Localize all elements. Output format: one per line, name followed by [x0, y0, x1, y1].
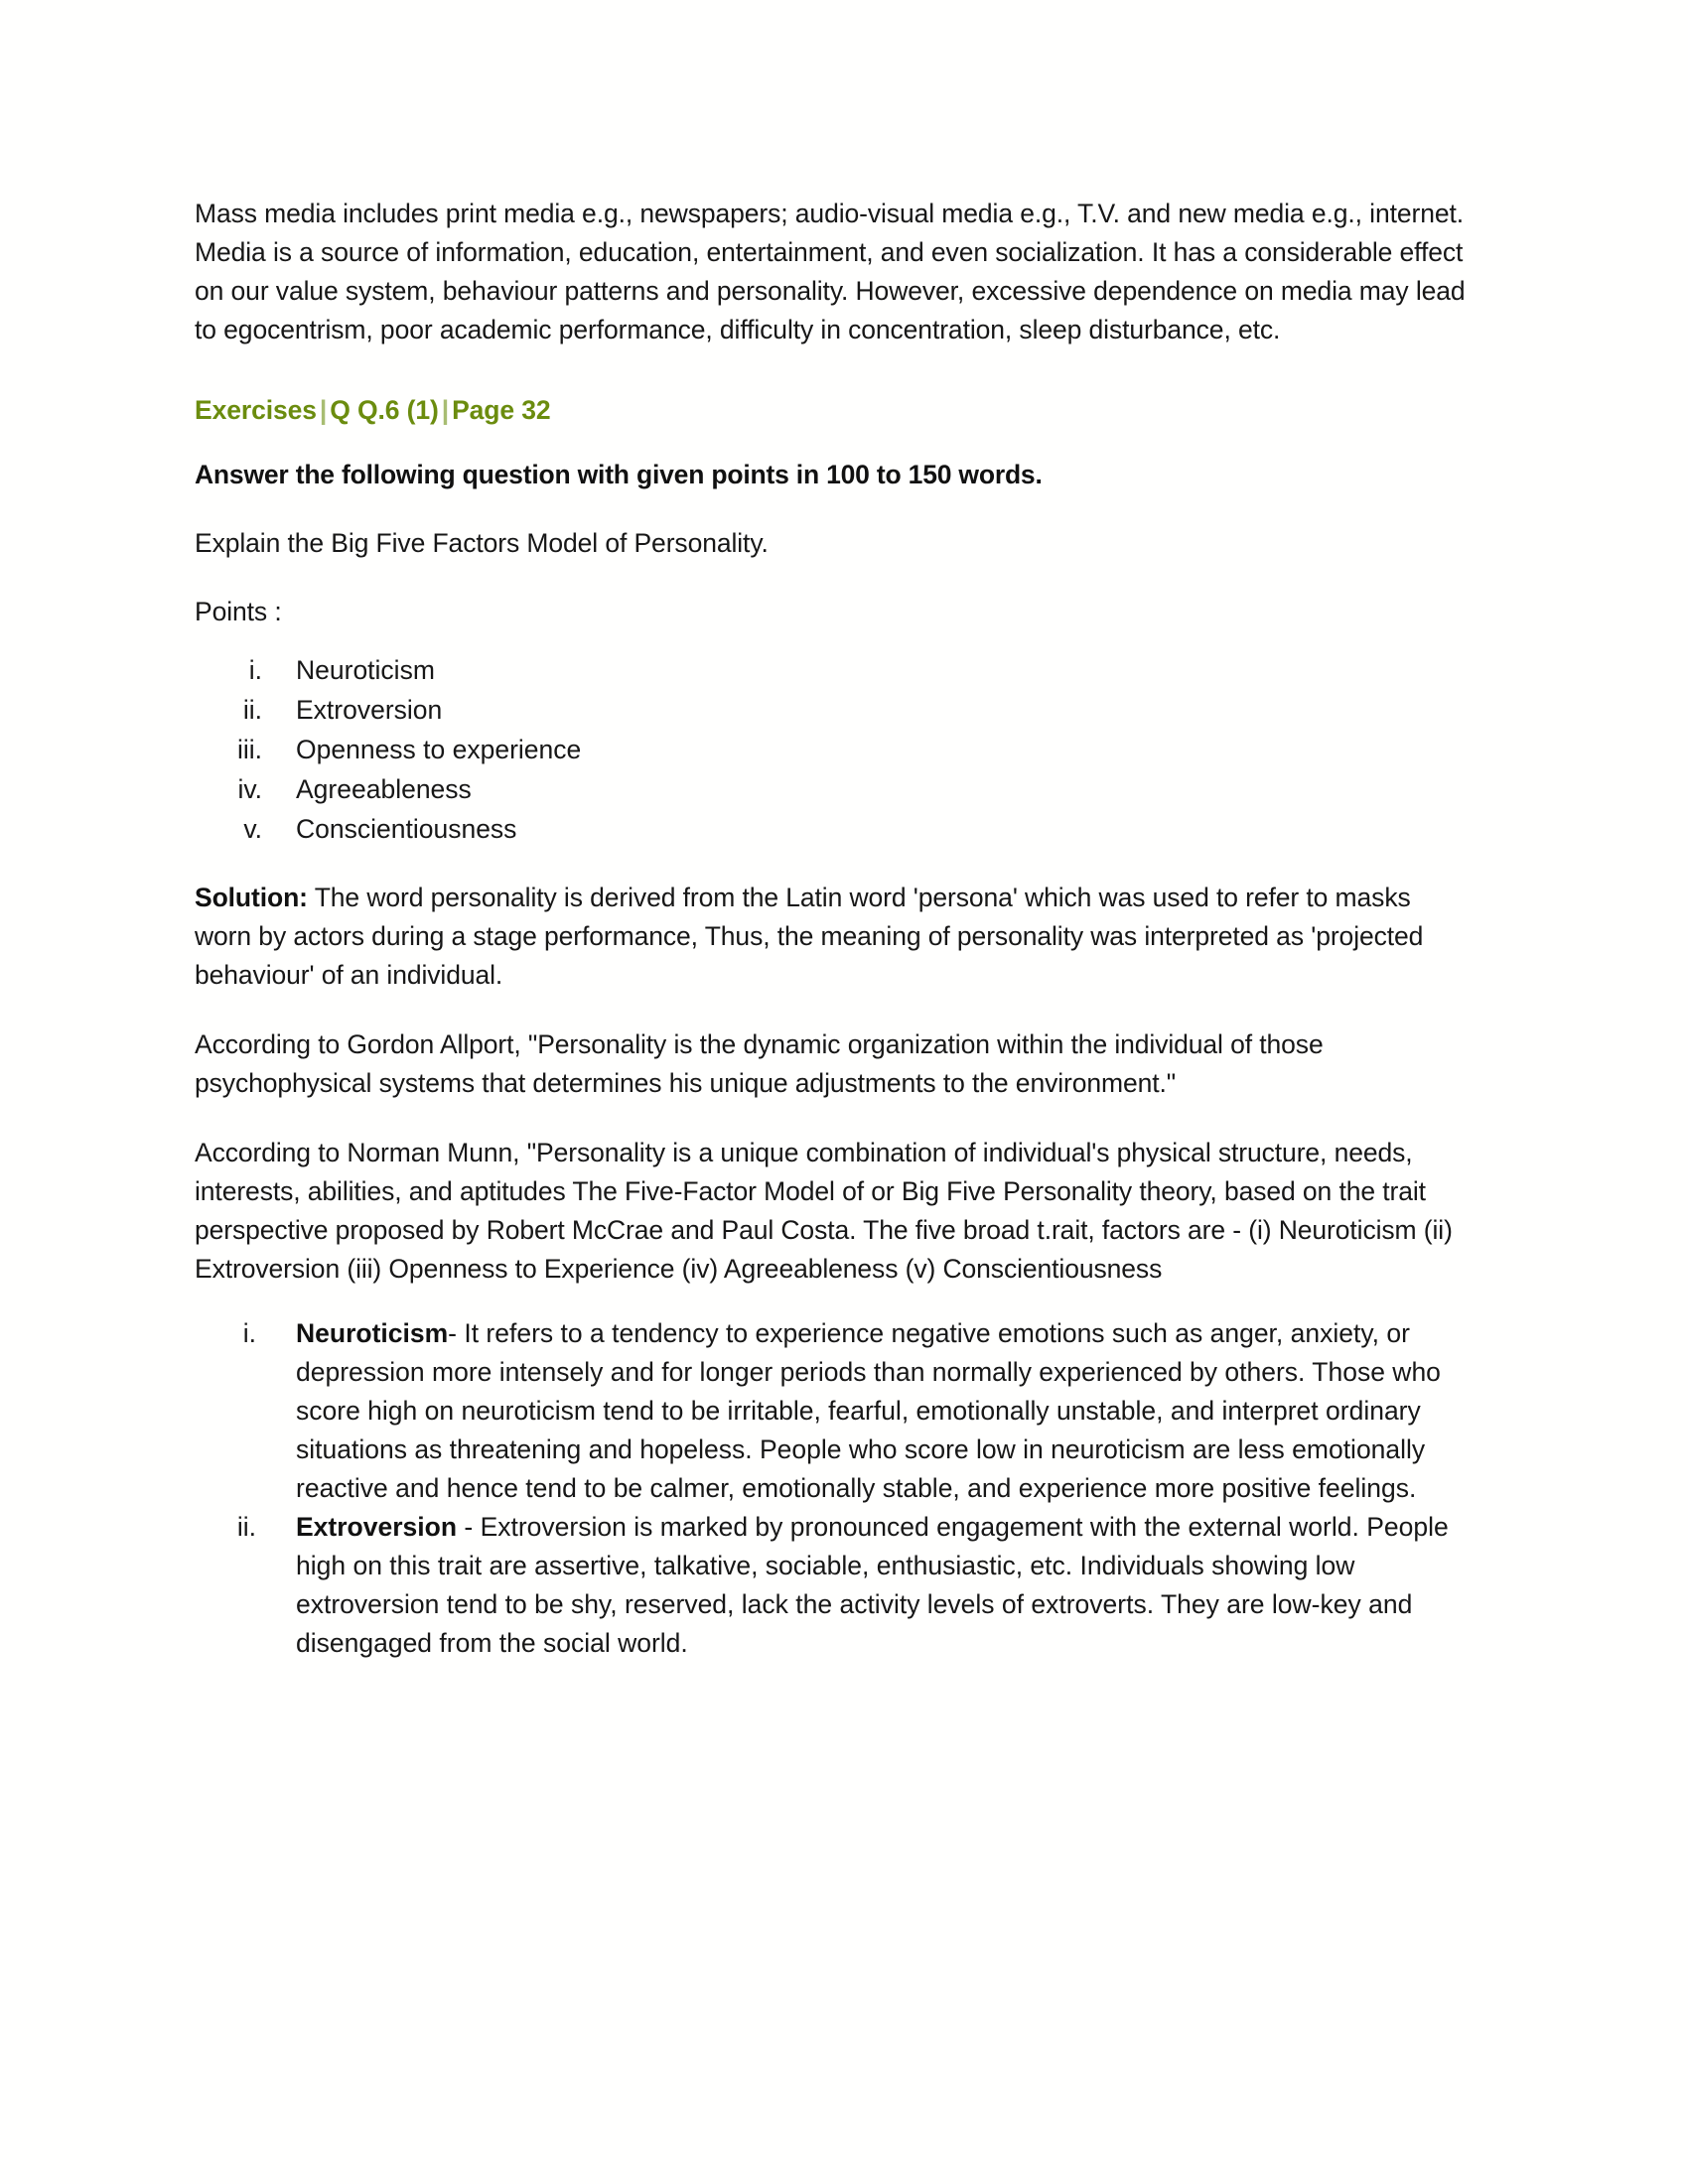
list-item — [195, 810, 1468, 849]
list-marker: iv. — [237, 774, 262, 804]
list-marker: ii. — [242, 695, 262, 725]
list-item — [195, 1314, 1468, 1508]
list-marker: iii. — [236, 735, 262, 764]
solution-paragraph-1 — [195, 879, 1468, 995]
solution-body-1: The word personality is derived from the Latin word 'persona' which was used to refer to masks worn by actors during a stage performance, Thus, the meaning of personality was interpreted as 'projected behaviour' of an individual. — [195, 883, 1424, 990]
list-item — [195, 651, 1468, 690]
list-item-label: Agreeableness — [296, 774, 472, 804]
list-item — [195, 770, 1468, 809]
exercise-heading-part1: Exercises — [195, 395, 317, 425]
instruction-text: Answer the following question with given points in 100 to 150 words. — [195, 460, 1043, 489]
exercise-heading-separator-1: | — [319, 395, 328, 425]
list-item-label: Conscientiousness — [296, 814, 517, 844]
solution-paragraph-3: According to Norman Munn, "Personality is a unique combination of individual's physical structure, needs, interests, abilities, and aptitudes The Five-Factor Model of or Big Five Personality theory, based on the trait perspective proposed by Robert McCrae and Paul Costa. The five broad t.rait, factors are - (i) Neuroticism (ii) Extroversion (iii) Openness to Experience (iv) Agreeableness (v) Conscientiousness — [195, 1138, 1453, 1284]
solution-paragraph-2: According to Gordon Allport, "Personality is the dynamic organization within the individual of those psychophysical systems that determines his unique adjustments to the environment." — [195, 1029, 1324, 1098]
points-label: Points : — [195, 597, 282, 626]
solution-label: Solution: — [195, 883, 308, 912]
points-list — [195, 651, 1468, 849]
intro-paragraph: Mass media includes print media e.g., newspapers; audio-visual media e.g., T.V. and new media e.g., internet. Media is a source of information, education, entertainment, and even socialization. It has a considerable effect on our value system, behaviour patterns and personality. However, excessive dependence on media may lead to egocentrism, poor academic performance, difficulty in concentration, sleep disturbance, etc. — [195, 199, 1466, 344]
exercise-heading-separator-2: | — [441, 395, 450, 425]
list-item — [195, 1508, 1468, 1663]
list-item — [195, 731, 1468, 769]
factors-list — [195, 1314, 1468, 1663]
exercise-heading-part3: Page 32 — [452, 395, 551, 425]
list-item-label: Openness to experience — [296, 735, 582, 764]
list-item-label: Neuroticism — [296, 655, 435, 685]
question-text: Explain the Big Five Factors Model of Personality. — [195, 528, 769, 558]
document-content — [195, 195, 1468, 1663]
factor-term: Neuroticism — [296, 1318, 449, 1348]
list-marker: i. — [248, 655, 262, 685]
factor-term: Extroversion — [296, 1512, 458, 1542]
list-marker: i. — [242, 1318, 256, 1348]
factor-description: - It refers to a tendency to experience negative emotions such as anger, anxiety, or depression more intensely and for longer periods than normally experienced by others. Those who score high on neuroticism tend to be irritable, fearful, emotionally unstable, and interpret ordinary situations as threatening and hopeless. People who score low in neuroticism are less emotionally reactive and hence tend to be calmer, emotionally stable, and experience more positive feelings. — [296, 1318, 1441, 1503]
factor-description: - Extroversion is marked by pronounced engagement with the external world. People high on this trait are assertive, talkative, sociable, enthusiastic, etc. Individuals showing low extroversion tend to be shy, reserved, lack the activity levels of extroverts. They are low-key and disengaged from the social world. — [296, 1512, 1449, 1658]
list-marker: v. — [243, 814, 262, 844]
list-item — [195, 691, 1468, 730]
exercise-heading-part2: Q Q.6 (1) — [330, 395, 439, 425]
list-item-label: Extroversion — [296, 695, 443, 725]
exercise-heading — [195, 393, 1468, 427]
list-marker: ii. — [236, 1512, 256, 1542]
